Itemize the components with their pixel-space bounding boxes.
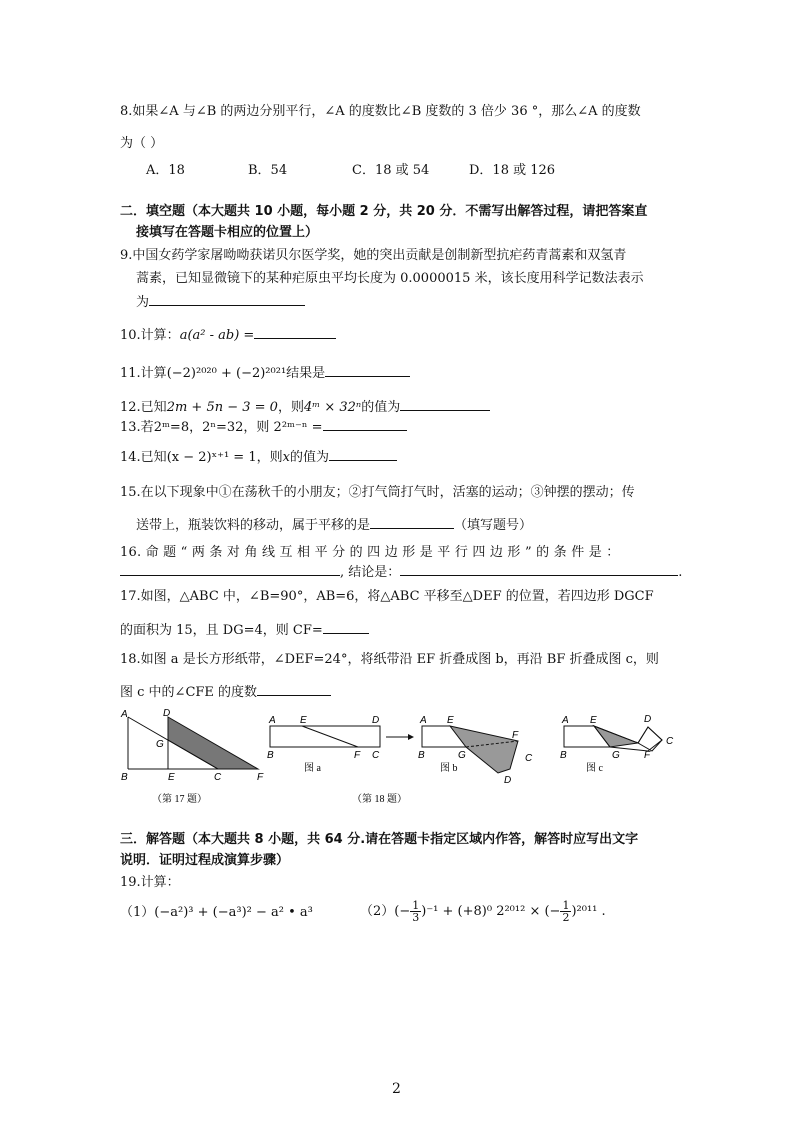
q19-fraction-2 <box>560 900 571 923</box>
fig18a-name: 图 a <box>304 763 321 774</box>
q19-part2 <box>360 898 606 926</box>
q16-line2: , 结论是： . <box>120 561 682 582</box>
arrow-a-to-b-head <box>408 734 414 740</box>
q18-line2-text: 图 c 中的∠CFE 的度数 <box>120 685 258 700</box>
fig18a-label-e: E <box>300 715 307 726</box>
fig18b-label-e: E <box>447 715 454 726</box>
q12-mid: ，则 <box>277 400 304 415</box>
q13 <box>120 416 407 437</box>
q19-part2-label: （2） <box>360 904 395 919</box>
fig18c-label-b: B <box>560 750 567 761</box>
q10-expression: a(a² - ab) = <box>179 328 255 343</box>
q11 <box>120 362 410 383</box>
q13-answer-blank[interactable] <box>323 416 407 431</box>
fig18a-label-c: C <box>372 750 380 761</box>
q16-condition-blank[interactable] <box>120 561 340 576</box>
fig18b-label-f: F <box>512 730 519 741</box>
fig17-label-c: C <box>214 772 222 783</box>
fig18c-shaded-part <box>594 726 638 747</box>
q18-line1: 18.如图 a 是长方形纸带，∠DEF=24°，将纸带沿 EF 折叠成图 b，再沿 BF 折叠成图 c，则 <box>120 652 659 667</box>
q8-line2: 为（ ） <box>120 136 164 151</box>
q16-conclusion-label: 结论是： <box>348 565 401 580</box>
fig18c <box>560 714 674 774</box>
fig18a-strip <box>270 726 380 747</box>
fig18b <box>418 715 533 786</box>
q15-line2-suffix: （填写题号） <box>454 518 533 533</box>
fig18-caption: （第 18 题） <box>352 794 407 805</box>
q19-title: 19.计算： <box>120 875 180 890</box>
fig18c-name: 图 c <box>586 763 603 774</box>
q14-mid: ，则 <box>256 450 283 465</box>
fig18b-label-g: G <box>458 750 466 761</box>
fig17-label-e: E <box>168 772 175 783</box>
q12-answer-blank[interactable] <box>400 396 490 411</box>
fig18c-end-flap <box>638 727 662 751</box>
q11-expression: (−2)²⁰²⁰ + (−2)²⁰²¹ <box>166 366 287 381</box>
q14-answer-blank[interactable] <box>329 446 397 461</box>
q8-option-d: D．18 或 126 <box>469 163 556 178</box>
q10 <box>120 324 336 345</box>
fig17-label-f: F <box>257 772 264 783</box>
q17-line2-text: 的面积为 15，且 DG=4，则 CF= <box>120 623 323 638</box>
q17-line1: 17.如图，△ABC 中，∠B=90°，AB=6，将△ABC 平移至△DEF 的位置，若四边形 DGCF <box>120 589 654 604</box>
q19-part2-c: )²⁰¹¹ . <box>571 904 606 919</box>
fig18a-label-b: B <box>267 750 274 761</box>
q11-suffix: 结果是 <box>286 366 326 381</box>
fig18a-label-a: A <box>269 715 276 726</box>
fig17-caption: （第 17 题） <box>152 794 207 805</box>
q12 <box>120 396 490 417</box>
q9-line1: 9.中国女药学家屠呦呦获诺贝尔医学奖，她的突出贡献是创制新型抗疟药青蒿素和双氢青 <box>120 248 627 263</box>
fig18a-label-d: D <box>372 715 380 726</box>
q8-option-a: A．18 <box>146 163 185 178</box>
fig18c-label-a: A <box>562 715 569 726</box>
q19-fraction-1-numerator: 1 <box>412 899 420 912</box>
q10-prefix: 10.计算： <box>120 328 180 343</box>
q14-prefix: 14.已知 <box>120 450 167 465</box>
fig18c-label-e: E <box>590 715 597 726</box>
fig17-label-a: A <box>121 709 128 720</box>
q15-line1: 15.在以下现象中①在荡秋千的小朋友；②打气筒打气时，活塞的运动；③钟摆的摆动；传 <box>120 485 635 500</box>
q8-option-c: C．18 或 54 <box>352 163 430 178</box>
figure-18 <box>262 705 682 810</box>
fig17-label-d: D <box>163 708 171 719</box>
q9-answer-blank[interactable] <box>149 291 305 306</box>
q13-prefix: 13.若 <box>120 420 154 435</box>
q14 <box>120 446 397 467</box>
q11-prefix: 11.计算 <box>120 366 167 381</box>
q19-fraction-1 <box>410 900 421 923</box>
q19-fraction-2-numerator: 1 <box>562 899 570 912</box>
section3-heading-line2: 说明．证明过程成演算步骤） <box>120 853 290 868</box>
fig18a <box>267 715 380 774</box>
q14-suffix: 的值为 <box>289 450 329 465</box>
q9-line2: 蒿素，已知显微镜下的某种疟原虫平均长度为 0.0000015 米，该长度用科学记数法表示 <box>136 271 644 286</box>
q12-expression: 2m + 5n − 3 = 0 <box>166 400 278 415</box>
q19-part1: （1）(−a²)³ + (−a³)² − a² • a³ <box>120 905 313 920</box>
fig18a-fold-line-ef <box>302 726 358 747</box>
q10-answer-blank[interactable] <box>254 324 336 339</box>
q17-line2 <box>120 619 369 640</box>
section2-heading-line2: 接填写在答题卡相应的位置上） <box>136 225 319 240</box>
q16-line1: 16. 命 题 “ 两 条 对 角 线 互 相 平 分 的 四 边 形 是 平 行 四 边 形 ” 的 条 件 是 ： <box>120 545 620 560</box>
q15-line2 <box>136 514 532 535</box>
q13-expression: 2ᵐ=8，2ⁿ=32，则 2²ᵐ⁻ⁿ = <box>153 420 323 435</box>
fig18b-label-a: A <box>420 715 427 726</box>
q9-line3 <box>136 291 305 312</box>
q15-line2-text: 送带上，瓶装饮料的移动，属于平移的是 <box>136 518 371 533</box>
q11-answer-blank[interactable] <box>325 362 410 377</box>
q12-expression2: 4ᵐ × 32ⁿ <box>303 400 362 415</box>
q18-answer-blank[interactable] <box>257 681 331 696</box>
q14-variable: x <box>282 450 290 465</box>
q12-prefix: 12.已知 <box>120 400 167 415</box>
q8-line1: 8.如果∠A 与∠B 的两边分别平行，∠A 的度数比∠B 度数的 3 倍少 36 °，那么∠A 的度数 <box>120 104 641 119</box>
q16-conclusion-blank[interactable] <box>400 561 678 576</box>
q14-expression: (x − 2)ˣ⁺¹ = 1 <box>166 450 257 465</box>
fig18b-label-d: D <box>504 775 512 786</box>
fig18c-label-f: F <box>644 750 651 761</box>
q15-answer-blank[interactable] <box>370 514 454 529</box>
fig18a-label-f: F <box>354 750 361 761</box>
fig18c-label-c: C <box>666 736 674 747</box>
figure-17 <box>110 705 280 805</box>
q19-fraction-1-denominator: 3 <box>412 911 420 924</box>
q18-line2 <box>120 681 331 702</box>
section2-heading-line1: 二．填空题（本大题共 10 小题，每小题 2 分，共 20 分．不需写出解答过程，请把答案直 <box>120 204 648 219</box>
fig18b-name: 图 b <box>440 763 458 774</box>
q17-answer-blank[interactable] <box>323 619 369 634</box>
section3-heading-line1: 三．解答题（本大题共 8 小题，共 64 分.请在答题卡指定区域内作答，解答时应写出文字 <box>120 832 639 847</box>
fig18c-label-d: D <box>644 714 652 725</box>
q9-line3-text: 为 <box>136 295 150 310</box>
q19-part2-a: (− <box>394 904 411 919</box>
fig18b-label-c: C <box>525 753 533 764</box>
fig18c-label-g: G <box>612 750 620 761</box>
fig17-label-g: G <box>156 739 164 750</box>
q8-option-b: B．54 <box>248 163 288 178</box>
q19-part2-b: )⁻¹ + (+8)⁰ 2²⁰¹² × (− <box>421 904 561 919</box>
fig17-label-b: B <box>121 772 128 783</box>
q12-suffix: 的值为 <box>361 400 401 415</box>
q19-fraction-2-denominator: 2 <box>562 911 570 924</box>
fig18b-label-b: B <box>418 750 425 761</box>
page-number: 2 <box>392 1081 401 1097</box>
